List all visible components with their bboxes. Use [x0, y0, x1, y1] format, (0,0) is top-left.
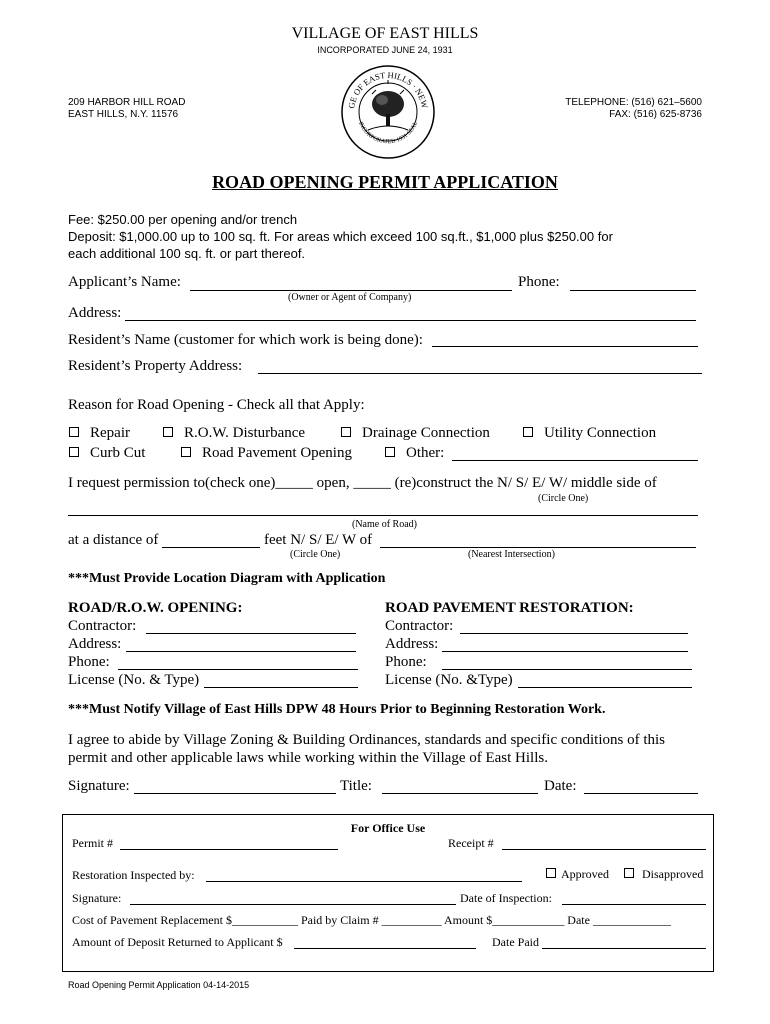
inspected-by-label: Restoration Inspected by: — [72, 868, 195, 882]
date-label: Date: — [544, 778, 577, 794]
date-field[interactable] — [584, 793, 698, 794]
direction-label: feet N/ S/ E/ W of — [264, 532, 373, 548]
footer-text: Road Opening Permit Application 04-14-2015 — [68, 980, 250, 990]
village-name: VILLAGE OF EAST HILLS — [291, 25, 479, 42]
office-signature-label: Signature: — [72, 891, 122, 905]
disapproved-label: Disapproved — [642, 867, 704, 881]
other-field[interactable] — [452, 460, 698, 461]
request-permission-text: I request permission to(check one)_____ open, _____ (re)construct the N/ S/ E/ W/ middle side of — [68, 475, 657, 491]
curb-cut-label: Curb Cut — [90, 445, 146, 461]
permit-label: Permit # — [72, 836, 113, 850]
resident-name-field[interactable] — [432, 346, 698, 347]
pr-license-field[interactable] — [518, 687, 692, 688]
row-license-field[interactable] — [204, 687, 358, 688]
distance-label: at a distance of — [68, 532, 159, 548]
office-use-heading: For Office Use — [350, 821, 426, 835]
permit-field[interactable] — [120, 849, 338, 850]
repair-checkbox[interactable] — [69, 427, 79, 437]
row-opening-heading: ROAD/R.O.W. OPENING: — [68, 600, 243, 616]
row-contractor-field[interactable] — [146, 633, 356, 634]
road-pavement-opening-checkbox[interactable] — [181, 447, 191, 457]
deposit-text-line1: Deposit: $1,000.00 up to 100 sq. ft. For areas which exceed 100 sq.ft., $1,000 plus $250.00 for — [68, 229, 613, 244]
circle-one-note: (Circle One) — [538, 493, 589, 504]
row-license-label: License (No. & Type) — [68, 672, 200, 688]
utility-connection-checkbox[interactable] — [523, 427, 533, 437]
pr-license-label: License (No. &Type) — [385, 672, 513, 688]
pr-phone-label: Phone: — [385, 654, 427, 670]
distance-field[interactable] — [162, 547, 260, 548]
applicant-phone-field[interactable] — [570, 290, 696, 291]
row-contractor-label: Contractor: — [68, 618, 137, 634]
circle-one-note-2: (Circle One) — [290, 549, 341, 560]
resident-name-label: Resident’s Name (customer for which work is being done): — [68, 332, 423, 348]
pr-contractor-label: Contractor: — [385, 618, 454, 634]
pr-phone-field[interactable] — [442, 669, 692, 670]
village-seal-icon — [340, 64, 436, 160]
village-telephone: TELEPHONE: (516) 621–5600 — [565, 97, 702, 108]
drainage-connection-checkbox[interactable] — [341, 427, 351, 437]
road-name-field[interactable] — [68, 515, 698, 516]
title-field[interactable] — [382, 793, 538, 794]
title-label: Title: — [340, 778, 372, 794]
curb-cut-checkbox[interactable] — [69, 447, 79, 457]
date-of-inspection-label: Date of Inspection: — [460, 891, 552, 905]
cost-line: Cost of Pavement Replacement $___________ Paid by Claim # __________ Amount $____________ Date _____________ — [72, 913, 671, 927]
village-fax: FAX: (516) 625-8736 — [609, 109, 702, 120]
pr-address-field[interactable] — [442, 651, 688, 652]
svg-text:INCORPORATED 1931 SEAL: INCORPORATED 1931 SEAL — [356, 120, 420, 146]
approved-label: Approved — [561, 867, 609, 881]
village-address-line1: 209 HARBOR HILL ROAD — [68, 97, 186, 108]
row-address-label: Address: — [68, 636, 122, 652]
applicant-name-field[interactable] — [190, 290, 512, 291]
resident-address-label: Resident’s Property Address: — [68, 358, 243, 374]
fee-text: Fee: $250.00 per opening and/or trench — [68, 212, 298, 227]
office-signature-field[interactable] — [130, 904, 456, 905]
nearest-intersection-note: (Nearest Intersection) — [468, 549, 555, 560]
applicant-phone-label: Phone: — [518, 274, 560, 290]
row-phone-label: Phone: — [68, 654, 110, 670]
row-address-field[interactable] — [126, 651, 356, 652]
other-checkbox[interactable] — [385, 447, 395, 457]
agreement-line2: permit and other applicable laws while working within the Village of East Hills. — [68, 750, 548, 766]
agreement-line1: I agree to abide by Village Zoning & Building Ordinances, standards and specific conditions of this — [68, 732, 666, 748]
receipt-field[interactable] — [502, 849, 706, 850]
pr-address-label: Address: — [385, 636, 439, 652]
svg-text:VILLAGE OF EAST HILLS · NEW YO: GE OF EAST HILLS · NEW — [346, 69, 430, 110]
drainage-connection-label: Drainage Connection — [362, 425, 490, 441]
utility-connection-label: Utility Connection — [544, 425, 657, 441]
repair-label: Repair — [90, 425, 130, 441]
row-disturbance-checkbox[interactable] — [163, 427, 173, 437]
deposit-text-line2: each additional 100 sq. ft. or part thereof. — [68, 246, 306, 261]
date-paid-label: Date Paid — [492, 935, 539, 949]
pavement-restoration-heading: ROAD PAVEMENT RESTORATION: — [385, 600, 634, 616]
diagram-note: ***Must Provide Location Diagram with Application — [68, 571, 386, 586]
row-phone-field[interactable] — [118, 669, 358, 670]
deposit-returned-field[interactable] — [294, 948, 476, 949]
pr-contractor-field[interactable] — [460, 633, 688, 634]
page-title: ROAD OPENING PERMIT APPLICATION — [212, 172, 558, 192]
disapproved-checkbox[interactable] — [624, 868, 634, 878]
applicant-address-label: Address: — [68, 305, 122, 321]
incorporated-date: INCORPORATED JUNE 24, 1931 — [317, 45, 453, 55]
inspected-by-field[interactable] — [206, 881, 522, 882]
road-name-note: (Name of Road) — [352, 519, 417, 530]
road-pavement-opening-label: Road Pavement Opening — [202, 445, 352, 461]
signature-label: Signature: — [68, 778, 130, 794]
nearest-intersection-field[interactable] — [380, 547, 696, 548]
date-of-inspection-field[interactable] — [562, 904, 706, 905]
deposit-returned-label: Amount of Deposit Returned to Applicant $ — [72, 935, 283, 949]
applicant-address-field[interactable] — [125, 320, 696, 321]
resident-address-field[interactable] — [258, 373, 702, 374]
approved-checkbox[interactable] — [546, 868, 556, 878]
other-label: Other: — [406, 445, 445, 461]
applicant-name-label: Applicant’s Name: — [68, 274, 181, 290]
signature-field[interactable] — [134, 793, 336, 794]
row-disturbance-label: R.O.W. Disturbance — [184, 425, 306, 441]
owner-agent-note: (Owner or Agent of Company) — [288, 292, 412, 303]
receipt-label: Receipt # — [448, 836, 494, 850]
reason-heading: Reason for Road Opening - Check all that Apply: — [68, 397, 365, 413]
date-paid-field[interactable] — [542, 948, 706, 949]
village-address-line2: EAST HILLS, N.Y. 11576 — [68, 109, 179, 120]
notify-note: ***Must Notify Village of East Hills DPW 48 Hours Prior to Beginning Restoration Work. — [68, 702, 606, 717]
